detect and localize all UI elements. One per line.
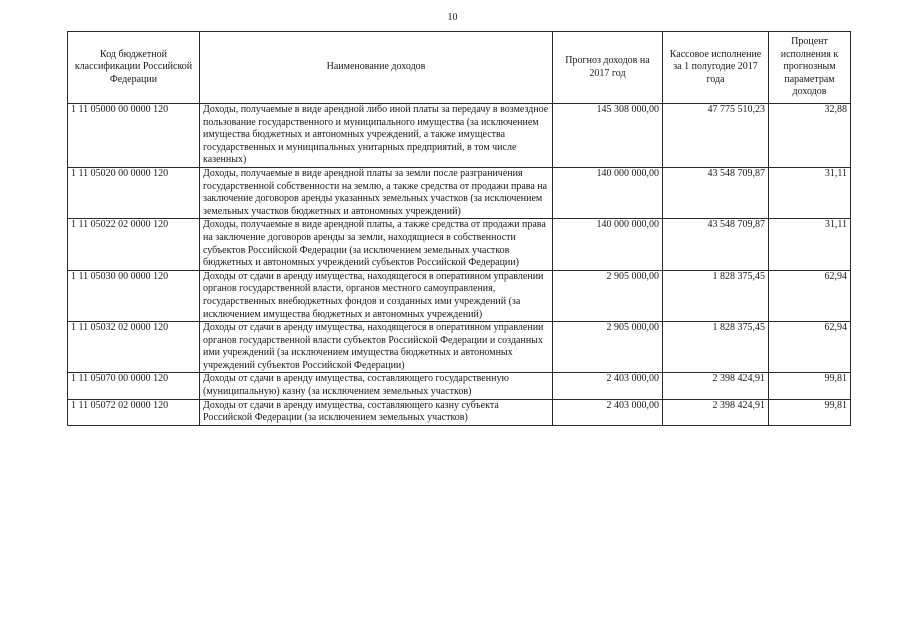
row-cash: 2 398 424,91 [663,373,769,399]
row-percent: 31,11 [769,219,851,270]
row-name: Доходы от сдачи в аренду имущества, составляющего казну субъекта Российской Федерации (за исключением земельных участков) [200,399,553,425]
row-cash: 43 548 709,87 [663,219,769,270]
row-cash: 47 775 510,23 [663,104,769,168]
row-name: Доходы от сдачи в аренду имущества, находящегося в оперативном управлении органов государственной власти, органов местного самоуправления, государственных внебюджетных фондов и созданных ими учреждений (за исключением имущества бюджетных и автономных учреждений) [200,270,553,321]
row-percent: 31,11 [769,167,851,218]
header-name: Наименование доходов [200,32,553,104]
page-number: 10 [447,12,458,23]
table-row [68,270,851,321]
row-cash: 2 398 424,91 [663,399,769,425]
row-code: 1 11 05000 00 0000 120 [68,104,200,168]
row-name: Доходы от сдачи в аренду имущества, составляющего государственную (муниципальную) казну (за исключением земельных участков) [200,373,553,399]
revenue-table [67,31,851,426]
row-name: Доходы, получаемые в виде арендной платы, а также средства от продажи права на заключение договоров аренды за земли, находящиеся в собственности субъектов Российской Федерации (за исключением земельных участков бюджетных и автономных учреждений субъектов Российской Федерации) [200,219,553,270]
table-row [68,167,851,218]
row-code: 1 11 05072 02 0000 120 [68,399,200,425]
table-row [68,219,851,270]
row-forecast: 145 308 000,00 [553,104,663,168]
row-percent: 99,81 [769,373,851,399]
row-forecast: 140 000 000,00 [553,219,663,270]
row-percent: 99,81 [769,399,851,425]
table-row [68,399,851,425]
row-code: 1 11 05070 00 0000 120 [68,373,200,399]
row-name: Доходы от сдачи в аренду имущества, находящегося в оперативном управлении органов государственной власти субъектов Российской Федерации и созданных ими учреждений (за исключением имущества бюджетных и автономных учреждений субъектов Российской Федерации) [200,322,553,373]
row-code: 1 11 05030 00 0000 120 [68,270,200,321]
row-code: 1 11 05022 02 0000 120 [68,219,200,270]
row-percent: 62,94 [769,270,851,321]
row-forecast: 2 403 000,00 [553,399,663,425]
row-percent: 32,88 [769,104,851,168]
header-code: Код бюджетной классификации Российской Федерации [68,32,200,104]
table-row [68,322,851,373]
row-forecast: 2 905 000,00 [553,322,663,373]
row-forecast: 2 403 000,00 [553,373,663,399]
table-header-row [68,32,851,104]
header-percent: Процент исполнения к прогнозным параметрам доходов [769,32,851,104]
row-forecast: 140 000 000,00 [553,167,663,218]
row-code: 1 11 05032 02 0000 120 [68,322,200,373]
row-forecast: 2 905 000,00 [553,270,663,321]
row-code: 1 11 05020 00 0000 120 [68,167,200,218]
row-cash: 43 548 709,87 [663,167,769,218]
table-row [68,373,851,399]
table-row [68,104,851,168]
row-name: Доходы, получаемые в виде арендной либо иной платы за передачу в возмездное пользование государственного и муниципального имущества (за исключением имущества бюджетных и автономных учреждений, а также имущества государственных и муниципальных унитарных предприятий, в том числе казенных) [200,104,553,168]
row-cash: 1 828 375,45 [663,322,769,373]
header-forecast: Прогноз доходов на 2017 год [553,32,663,104]
row-percent: 62,94 [769,322,851,373]
row-name: Доходы, получаемые в виде арендной платы за земли после разграничения государственной собственности на землю, а также средства от продажи права на заключение договоров аренды указанных земельных участков (за исключением земельных участков бюджетных и автономных учреждений) [200,167,553,218]
row-cash: 1 828 375,45 [663,270,769,321]
header-cash: Кассовое исполнение за 1 полугодие 2017 года [663,32,769,104]
